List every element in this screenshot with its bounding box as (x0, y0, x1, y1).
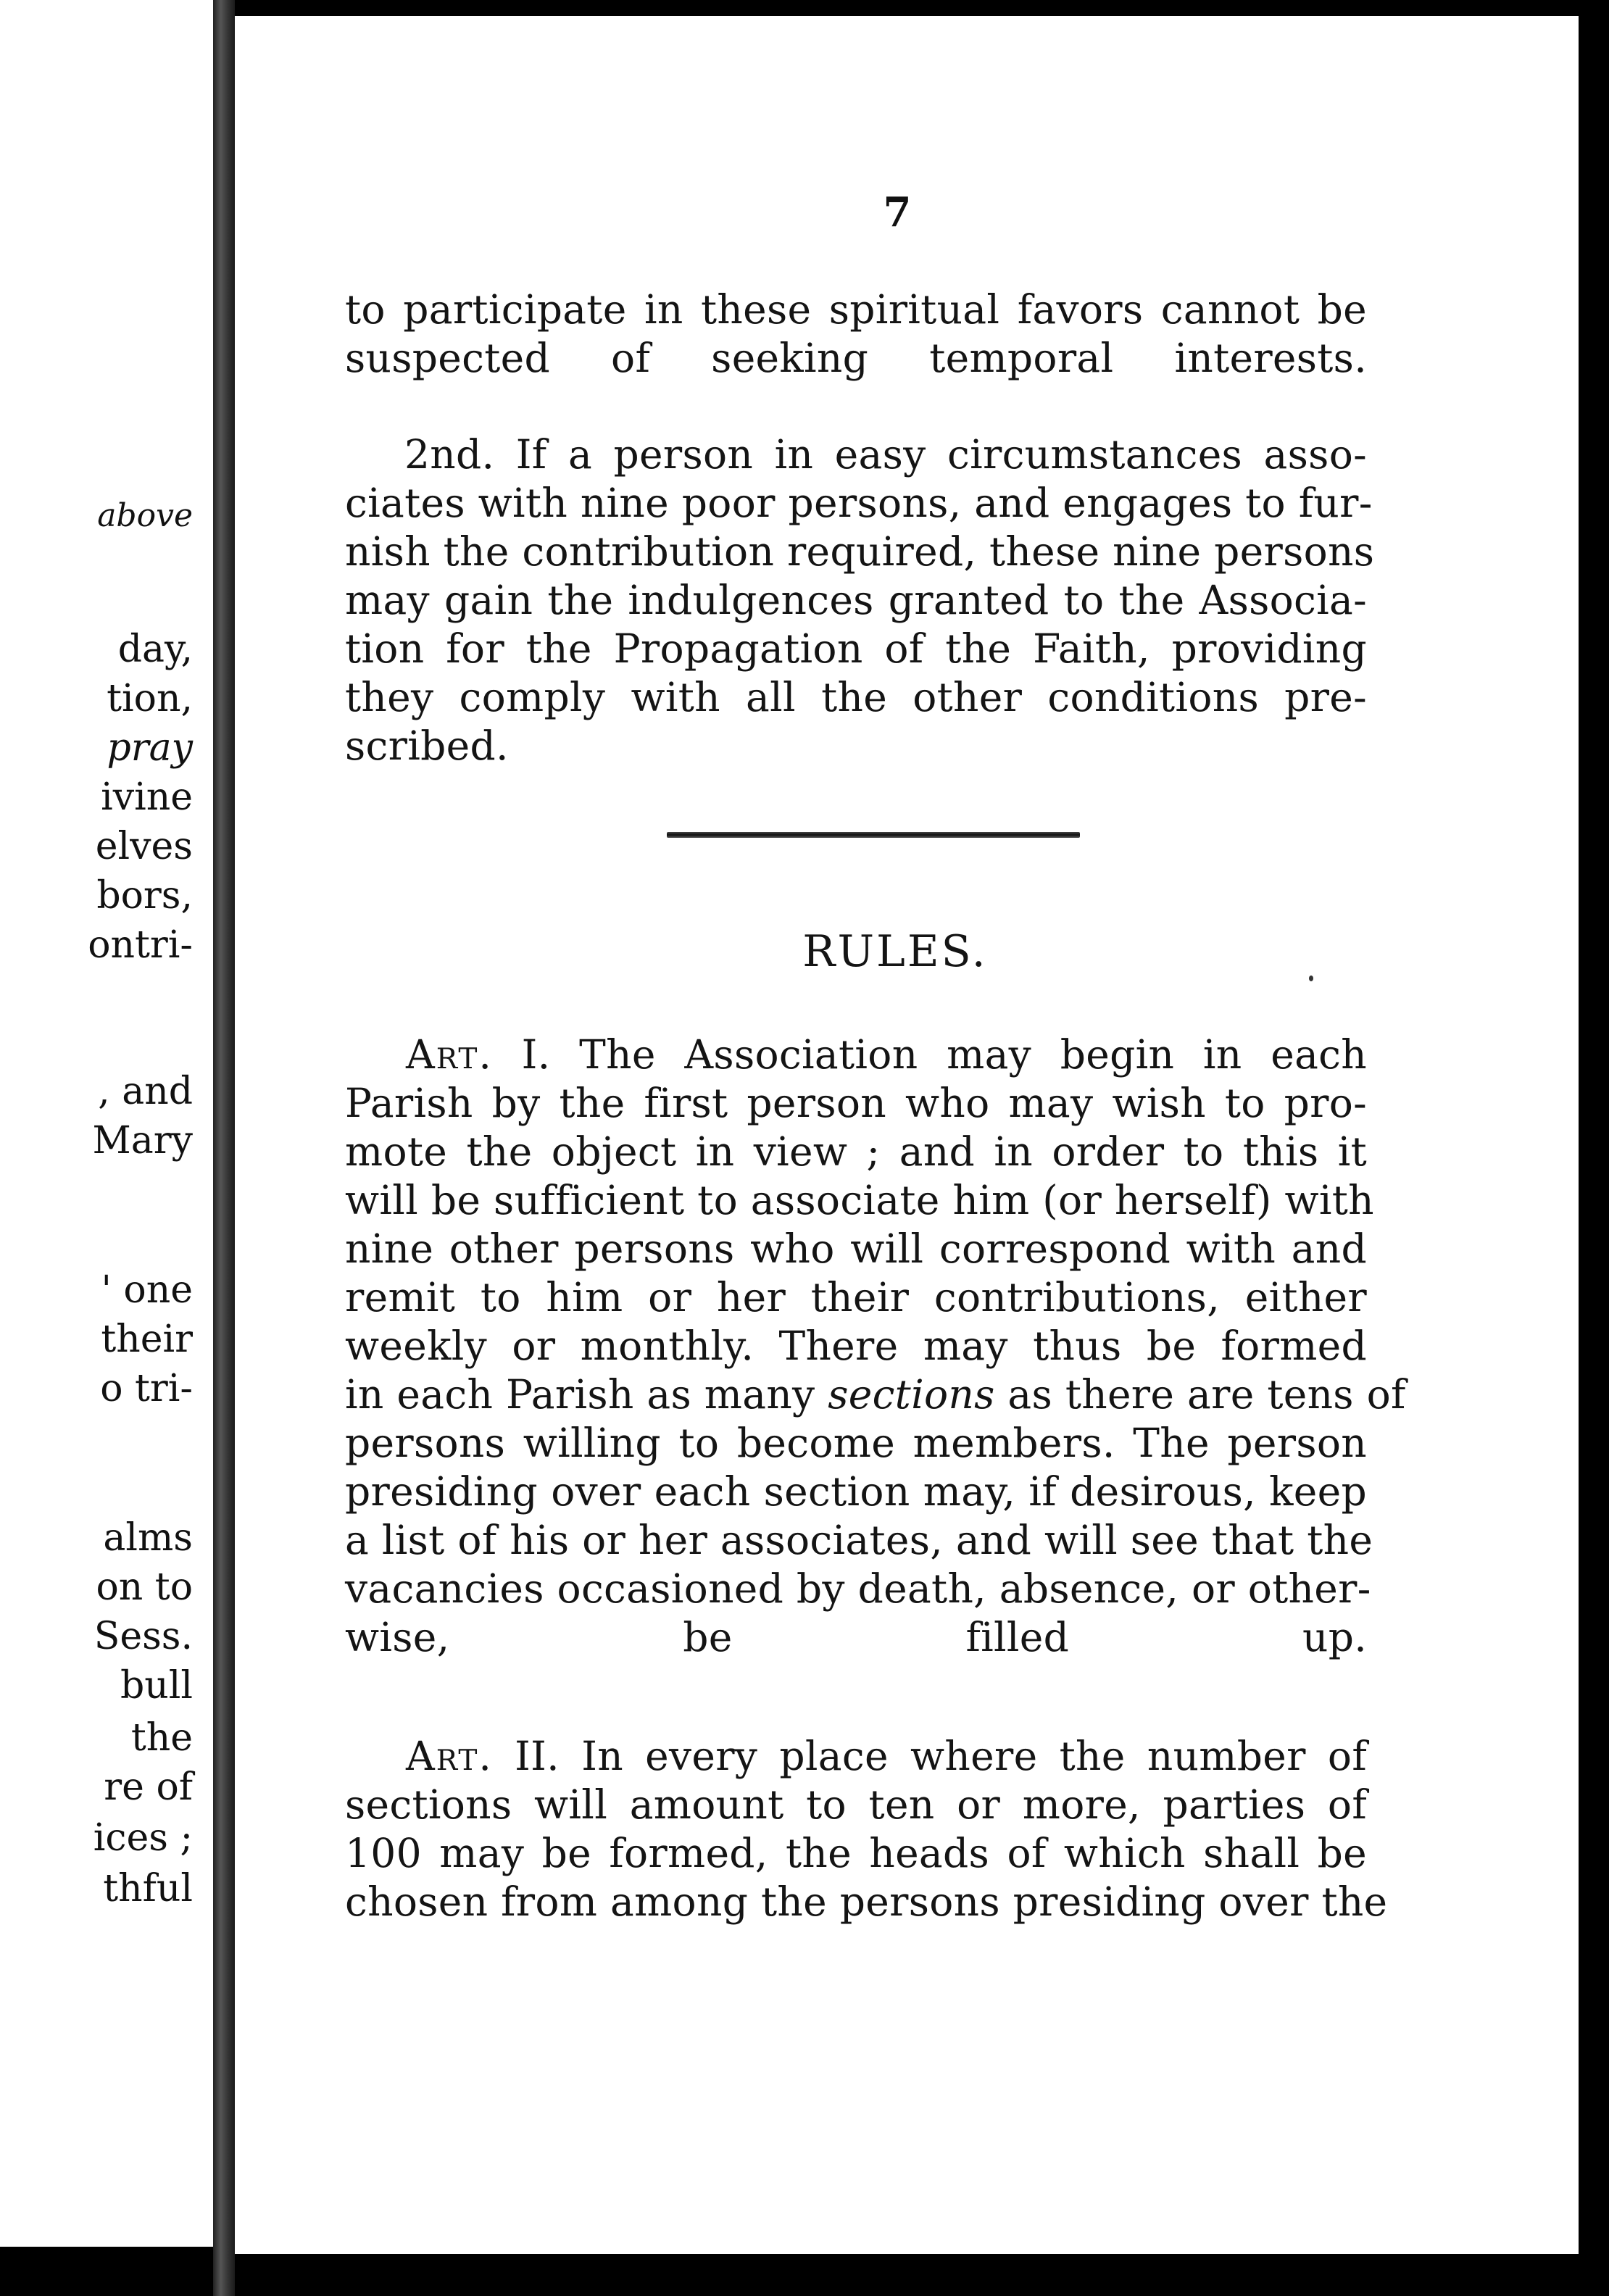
text-line: they comply with all the other conditions pre- (345, 674, 1367, 720)
text-fragment: In every place where the number of (581, 1733, 1367, 1779)
text-line (345, 1370, 1406, 1419)
left-fragment: alms (103, 1516, 193, 1560)
text-line: tion for the Propagation of the Faith, providing (345, 625, 1367, 672)
section-divider (667, 832, 1080, 838)
page-number: 7 (883, 188, 912, 236)
left-fragment: ' one (101, 1268, 193, 1312)
left-fragment: elves (95, 825, 193, 868)
text-line: persons willing to become members. The person (345, 1420, 1367, 1466)
left-fragment: pray (107, 726, 193, 770)
ink-speck (1309, 976, 1313, 981)
left-fragment: day, (117, 628, 193, 671)
left-fragment: Mary (92, 1119, 193, 1162)
left-fragment: Sess. (93, 1615, 193, 1658)
article-one (345, 1031, 1406, 1662)
text-line: a list of his or her associates, and will see that the (345, 1517, 1373, 1563)
right-page (235, 16, 1579, 2254)
text-line: will be sufficient to associate him (or herself) with (345, 1177, 1374, 1223)
text-line: mote the object in view ; and in order to this it (345, 1128, 1367, 1175)
text-line (345, 1031, 1367, 1079)
left-fragment: ivine (101, 775, 193, 819)
section-heading: RULES. (802, 926, 988, 977)
text-line: chosen from among the persons presiding over the (345, 1879, 1388, 1925)
text-line: 2nd. If a person in easy circumstances asso- (404, 431, 1367, 478)
left-fragment: , and (98, 1070, 193, 1113)
article-two (345, 1732, 1388, 1926)
text-line: may gain the indulgences granted to the Associa- (345, 577, 1367, 623)
left-fragment: bull (120, 1664, 193, 1708)
paragraph-intro (345, 286, 1367, 383)
italic-term-sections: sections (828, 1371, 995, 1418)
text-line: ciates with nine poor persons, and engages to fur- (345, 480, 1373, 526)
left-fragment: the (130, 1716, 193, 1760)
left-fragment: thful (103, 1867, 193, 1910)
scan-border (1579, 0, 1609, 2296)
text-line: suspected of seeking temporal interests. (345, 335, 1367, 381)
left-fragment: tion, (107, 677, 193, 720)
text-fragment: The Association may begin in each (579, 1031, 1367, 1078)
text-line: nine other persons who will correspond with and (345, 1226, 1367, 1272)
paragraph-second (345, 430, 1375, 770)
article-number: II. (515, 1733, 560, 1779)
text-line: remit to him or her their contributions, either (345, 1274, 1367, 1320)
book-gutter (213, 0, 235, 2296)
left-fragment: re of (104, 1765, 193, 1809)
left-fragment: o tri- (100, 1367, 193, 1410)
text-fragment: as there are tens of (994, 1371, 1406, 1418)
text-line: wise, be filled up. (345, 1614, 1367, 1660)
text-line: sections will amount to ten or more, parties of (345, 1781, 1367, 1828)
left-facing-page (0, 0, 213, 2247)
text-line: presiding over each section may, if desirous, keep (345, 1468, 1367, 1515)
article-number: I. (521, 1031, 551, 1078)
text-line: weekly or monthly. There may thus be formed (345, 1323, 1367, 1369)
left-fragment: on to (96, 1565, 193, 1609)
text-line: 100 may be formed, the heads of which shall be (345, 1830, 1367, 1876)
left-fragment: their (101, 1318, 193, 1361)
left-fragment: above (97, 497, 193, 534)
text-line: Parish by the first person who may wish to pro- (345, 1080, 1367, 1126)
left-fragment: ontri- (88, 923, 193, 967)
text-fragment: in each Parish as many (345, 1371, 828, 1418)
article-label: Art. (406, 1031, 493, 1078)
left-fragment: ices ; (93, 1816, 193, 1860)
text-line: nish the contribution required, these nine persons (345, 528, 1375, 575)
text-line: to participate in these spiritual favors cannot be (345, 286, 1367, 333)
left-fragment: bors, (96, 874, 193, 918)
text-line (345, 1732, 1367, 1781)
text-line: scribed. (345, 723, 509, 769)
article-label: Art. (406, 1733, 493, 1779)
text-line: vacancies occasioned by death, absence, or other- (345, 1565, 1371, 1612)
